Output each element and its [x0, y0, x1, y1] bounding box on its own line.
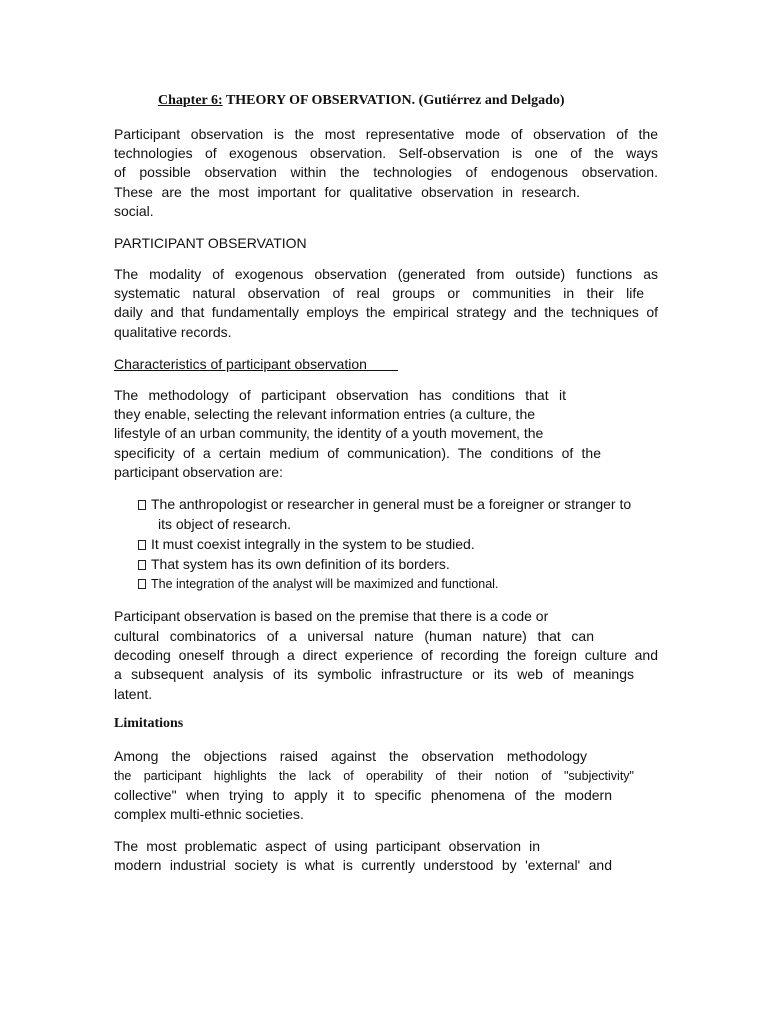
paragraph-line: The most problematic aspect of using participant observation in — [114, 838, 540, 854]
list-item-text: It must coexist integrally in the system to be studied. — [151, 536, 475, 552]
paragraph-line: technologies of exogenous observation. Self-observation is one of the ways — [114, 145, 658, 161]
paragraph-line: of possible observation within the technologies of endogenous observation. — [114, 164, 658, 180]
characteristics-heading — [114, 355, 415, 375]
section-heading-participant: PARTICIPANT OBSERVATION — [114, 235, 307, 251]
paragraph-line: decoding oneself through a direct experience of recording the foreign culture and — [114, 647, 658, 663]
paragraph-line: social. — [114, 203, 154, 219]
paragraph-line: The modality of exogenous observation (generated from outside) functions as — [114, 266, 658, 282]
paragraph-line: participant observation are: — [114, 464, 283, 480]
paragraph-line: the participant highlights the lack of operability of their notion of "subjectivity" — [114, 769, 634, 783]
paragraph-line: Among the objections raised against the observation methodology — [114, 748, 587, 764]
paragraph-line: specificity of a certain medium of communication). The conditions of the — [114, 445, 601, 461]
characteristics-heading-text: Characteristics of participant observation — [114, 356, 367, 372]
paragraph-line: qualitative records. — [114, 324, 232, 340]
paragraph-line: modern industrial society is what is currently understood by 'external' and — [114, 857, 612, 873]
paragraph-line: systematic natural observation of real groups or communities in their life — [114, 285, 644, 301]
paragraph-line: cultural combinatorics of a universal nature (human nature) that can — [114, 628, 594, 644]
chapter-number: Chapter 6: — [158, 93, 223, 108]
list-item — [138, 495, 631, 515]
chapter-heading — [158, 93, 565, 109]
list-item — [138, 535, 475, 555]
bullet-box-icon — [138, 540, 146, 550]
paragraph-line: complex multi-ethnic societies. — [114, 806, 304, 822]
bullet-box-icon — [138, 500, 146, 510]
paragraph-line: they enable, selecting the relevant information entries (a culture, the — [114, 406, 536, 422]
list-item-text: That system has its own definition of its borders. — [151, 556, 450, 572]
list-item-continuation: its object of research. — [158, 516, 292, 532]
list-item — [138, 555, 450, 575]
paragraph-line: collective" when trying to apply it to specific phenomena of the modern — [114, 787, 612, 803]
paragraph-line: The methodology of participant observation has conditions that it — [114, 387, 566, 403]
paragraph-line: daily and that fundamentally employs the empirical strategy and the techniques of — [114, 304, 658, 320]
limitations-heading: Limitations — [114, 716, 184, 731]
paragraph-line: These are the most important for qualitative observation in research. — [114, 184, 580, 200]
bullet-box-icon — [138, 560, 146, 570]
paragraph-line: latent. — [114, 686, 153, 702]
paragraph-line: Participant observation is the most representative mode of observation of the — [114, 126, 658, 142]
paragraph-line: Participant observation is based on the premise that there is a code or — [114, 608, 549, 624]
list-item — [138, 575, 498, 595]
list-item-text: The anthropologist or researcher in general must be a foreigner or stranger to — [151, 496, 632, 512]
bullet-box-icon — [138, 579, 146, 589]
paragraph-line: lifestyle of an urban community, the identity of a youth movement, the — [114, 425, 544, 441]
list-item-text: The integration of the analyst will be maximized and functional. — [151, 577, 499, 591]
paragraph-line: a subsequent analysis of its symbolic infrastructure or its web of meanings — [114, 666, 634, 682]
chapter-title: THEORY OF OBSERVATION. (Gutiérrez and Delgado) — [225, 93, 565, 108]
